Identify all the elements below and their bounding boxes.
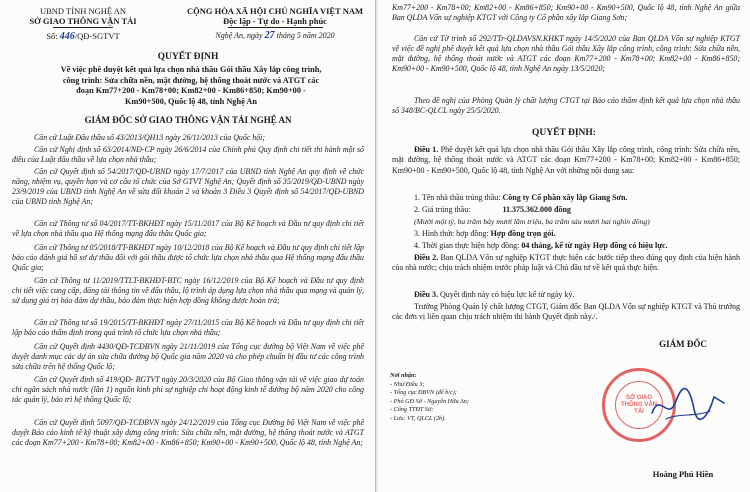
legal-basis-paragraph: Căn cứ Luật Đấu thầu số 43/2013/QH13 ngày 26/11/2013 của Quốc hội; xyxy=(34,133,266,142)
decision-number xyxy=(8,31,158,42)
legal-basis-paragraph: Căn cứ Nghị định số 63/2014/NĐ-CP ngày 26/6/2014 của Chính phủ Quy định chi tiết thi hành một số điều của Luật đấu thầu về lựa chọn nhà thầu; xyxy=(12,145,364,165)
article-2 xyxy=(392,253,740,274)
legal-basis-paragraph: Km77+200 - Km78+00; Km82+00 - Km86+850; Km90+00 - Km90+500, Quốc lộ 48, tỉnh Nghệ An giữa Ban QLDA Vốn sự nghiệp KTGT với Công ty Cổ phần xây lắp Giang Sơn; xyxy=(392,3,740,23)
recipients-list xyxy=(390,372,469,424)
item-label: 1. Tên nhà thầu trúng thầu: xyxy=(414,193,501,202)
article-1-text: Phê duyệt kết quả lựa chọn nhà thầu Gói thầu Xây lắp công trình, công trình: Sửa chữa nền, mặt đường, hệ thống thoát nước và ATGT các đoạn Km77+200 - Km78+00; Km82+00 - Km86+850; Km90+00 - Km90+500, Quốc lộ 48, tỉnh Nghệ An với những nội dung sau: xyxy=(392,145,741,175)
article-3-text: Quyết định này có hiệu lực kể từ ngày ký. xyxy=(440,290,575,299)
article-3-label: Điều 3. xyxy=(414,290,438,299)
issuing-authority: GIÁM ĐỐC SỞ GIAO THÔNG VẬN TẢI NGHỆ AN xyxy=(84,115,292,125)
winning-contractor xyxy=(414,193,740,203)
price-in-words: (Mười một tỷ, ba trăm bảy mươi lăm triệu, ba trăm sáu mươi hai nghìn đồng) xyxy=(414,217,650,226)
subject-line: Về việc phê duyệt kết quả lựa chọn nhà thầu Gói thầu Xây lắp công trình, xyxy=(60,65,322,74)
legal-basis-paragraph: Căn cứ Quyết định 5097/QĐ-TCĐBVN ngày 24/12/2019 của Tổng cục Đường bộ Việt Nam về việc phê duyệt Báo cáo kinh tế kỹ thuật xây dựng công trình: Sửa chữa nền, mặt đường, hệ thống thoát nước và ATGT các đoạn Km77+200 - Km78+00; Km82+00 - Km86+850; Km90+00 - Km90+500, Quốc lộ 48, tỉnh Nghệ An; xyxy=(12,418,364,448)
contract-type-value: Hợp đồng trọn gói. xyxy=(490,229,556,238)
legal-basis-paragraph: Căn cứ Tờ trình số 292/TTr-QLDAVSN.KHKT ngày 14/5/2020 của Ban QLDA Vốn sự nghiệp KTGT về việc đề nghị phê duyệt kết quả lựa chọn nhà thầu Gói thầu Xây lắp công trình, công trình: Sửa chữa nền, mặt đường, hệ thống thoát nước và ATGT các đoạn Km77+200 - Km78+00; Km82+00 - Km86+850; Km90+00 - Km90+500, Quốc lộ 48, tỉnh Nghệ An ngày 13/5/2020; xyxy=(392,34,740,74)
header-divider xyxy=(53,27,113,28)
decision-number-prefix: Số: xyxy=(46,31,58,41)
recipients-title: Nơi nhận: xyxy=(390,372,417,379)
recipient-item: - Phó GĐ Sở - Nguyễn Hữu An; xyxy=(390,397,469,405)
decision-number-handwritten: 446 xyxy=(59,31,75,42)
issuer-org2: SỞ GIAO THÔNG VẬN TẢI xyxy=(29,16,137,26)
price-value: 11.375.362.000 đồng xyxy=(502,205,571,214)
recipient-item: - Như Điều 3; xyxy=(390,380,425,388)
date-suffix: tháng 5 năm 2020 xyxy=(276,31,335,40)
recipient-item: - Tổng cục ĐBVN (để b/c); xyxy=(390,389,457,397)
legal-basis-paragraph: Căn cứ Thông tư 11/2019/TTLT-BKHĐT-BTC ngày 16/12/2019 của Bộ Kế hoạch và Đầu tư quy định chi tiết việc cung cấp, đăng tải thông tin về đấu thầu, lộ trình áp dụng lựa chọn nhà thầu qua mạng và quản lý, sử dụng giá trị bảo đảm dự thầu, bảo đảm thực hiện hợp đồng không được hoàn trả; xyxy=(12,276,364,306)
legal-basis-paragraph: Căn cứ Thông tư số 19/2015/TT-BKHĐT ngày 27/11/2015 của Bộ Kế hoạch và Đầu tư quy định chi tiết lập báo cáo thẩm định trong quá trình tổ chức lựa chọn nhà thầu; xyxy=(12,318,364,338)
article-1-label: Điều 1. xyxy=(414,145,439,154)
article-2-text: Ban QLDA Vốn sự nghiệp KTGT thực hiện các bước tiếp theo đúng quy định của hiện hành của nhà nước; chịu trách nhiệm trước pháp luật và Chủ đầu tư về kết quả thực hiện. xyxy=(392,253,741,273)
legal-basis-paragraph: Căn cứ Thông tư 05/2018/TT-BKHĐT ngày 10/12/2018 của Bộ Kế hoạch và Đầu tư quy định chi tiết lập báo cáo đánh giá hồ sơ dự thầu đối với gói thầu được tổ chức lựa chọn nhà thầu qua Hệ thống mạng đấu thầu Quốc gia; xyxy=(12,243,364,273)
article-3 xyxy=(392,290,740,300)
legal-basis-paragraph: Căn cứ Quyết định số 54/2017/QĐ-UBND ngày 17/7/2017 của UBND tỉnh Nghệ An quy định về chức năng, nhiệm vụ, quyền hạn và cơ cấu tổ chức của Sở GTVT Nghệ An; Quyết định số 35/2019/QĐ-UBND ngày 23/9/2019 của UBND tỉnh Nghệ An về sửa đổi khoản 2 và khoản 3 Điều 3 Quyết định số 54/2017/QĐ-UBND của UBND tỉnh Nghệ An; xyxy=(12,167,364,207)
legal-basis-paragraph: Căn cứ Quyết định 4430/QĐ-TCĐBVN ngày 21/11/2019 của Tổng cục đường bộ Việt Nam về việc phê duyệt danh mục các dự án sửa chữa đường bộ Quốc gia năm 2020 và cho phép chuẩn bị đầu tư các công trình sửa chữa trên hệ thống Quốc lộ; xyxy=(12,342,364,372)
item-label: 2. Giá trúng thầu: xyxy=(414,205,471,214)
document-title: QUYẾT ĐỊNH xyxy=(157,52,219,62)
motto-divider xyxy=(228,27,323,28)
date-handwritten-day: 27 xyxy=(264,30,275,41)
stamp-text: SỞ GIAO THÔNG VẬN TẢI xyxy=(615,381,663,429)
item-label: 3. Hình thức hợp đồng: xyxy=(414,229,489,238)
contract-type xyxy=(414,229,740,239)
signer-title: GIÁM ĐỐC xyxy=(659,339,707,349)
execution-clause: Trưởng Phòng Quản lý chất lượng CTGT, Giám đốc Ban QLDA Vốn sự nghiệp KTGT và Thủ trưởng các đơn vị liên quan chịu trách nhiệm thi hành Quyết định này./. xyxy=(392,302,741,322)
legal-basis-paragraph: Theo đề nghị của Phòng Quản lý chất lượng CTGT tại Báo cáo thẩm định kết quả lựa chọn nhà thầu số 348/BC-QLCL ngày 25/5/2020. xyxy=(392,96,740,116)
signature-icon xyxy=(648,383,728,427)
legal-basis-paragraph: Căn cứ Thông tư số 04/2017/TT-BKHĐT ngày 15/11/2017 của Bộ Kế hoạch và Đầu tư quy định chi tiết về lựa chọn nhà thầu qua Hệ thống mạng đấu thầu Quốc gia; xyxy=(12,219,364,239)
subject-line: công trình: Sửa chữa nền, mặt đường, hệ thống thoát nước và ATGT các xyxy=(62,75,320,85)
article-1 xyxy=(392,145,740,176)
recipient-item: - Lưu: VT, QLCL (2b). xyxy=(390,414,446,422)
article-2-label: Điều 2. xyxy=(414,253,439,262)
national-motto: Độc lập - Tự do - Hạnh phúc xyxy=(223,16,327,26)
document-subject xyxy=(26,65,356,107)
issue-date xyxy=(175,31,375,41)
legal-basis-paragraph: Căn cứ Quyết định số 419/QĐ- BGTVT ngày 20/3/2020 của Bộ Giao thông vận tải về việc giao dự toán chi ngân sách nhà nước (lần 1) nguồn kinh phí sự nghiệp chi hoạt động kinh tế đường bộ năm 2020 cho công tác quản lý, bảo trì hệ thống Quốc lộ; xyxy=(12,375,364,405)
decision-number-suffix: /QĐ-SGTVT xyxy=(74,31,120,41)
date-prefix: Nghệ An, ngày xyxy=(215,31,263,40)
issuer-header xyxy=(8,6,158,42)
issuer-org1: UBND TỈNH NGHỆ AN xyxy=(39,6,127,16)
contract-duration xyxy=(414,241,740,251)
signer-name: Hoàng Phú Hiền xyxy=(652,469,714,479)
contract-duration-value: 04 tháng, kể từ ngày Hợp đồng có hiệu lực. xyxy=(521,241,668,250)
item-label: 4. Thời gian thực hiện hợp đồng: xyxy=(414,241,520,250)
subject-line: Km90+500, Quốc lộ 48, tỉnh Nghệ An xyxy=(125,96,257,106)
national-header xyxy=(175,6,375,41)
country-name: CỘNG HÒA XÃ HỘI CHỦ NGHĨA VIỆT NAM xyxy=(186,6,364,16)
contractor-name: Công ty Cổ phần xây lắp Giang Sơn. xyxy=(502,193,628,202)
recipient-item: - Cổng TTĐT Sở; xyxy=(390,406,434,414)
subject-line: đoạn Km77+200 - Km78+00; Km82+00 - Km86+850; Km90+00 - xyxy=(76,86,306,96)
decision-heading: QUYẾT ĐỊNH: xyxy=(532,128,596,138)
winning-price xyxy=(414,205,740,215)
